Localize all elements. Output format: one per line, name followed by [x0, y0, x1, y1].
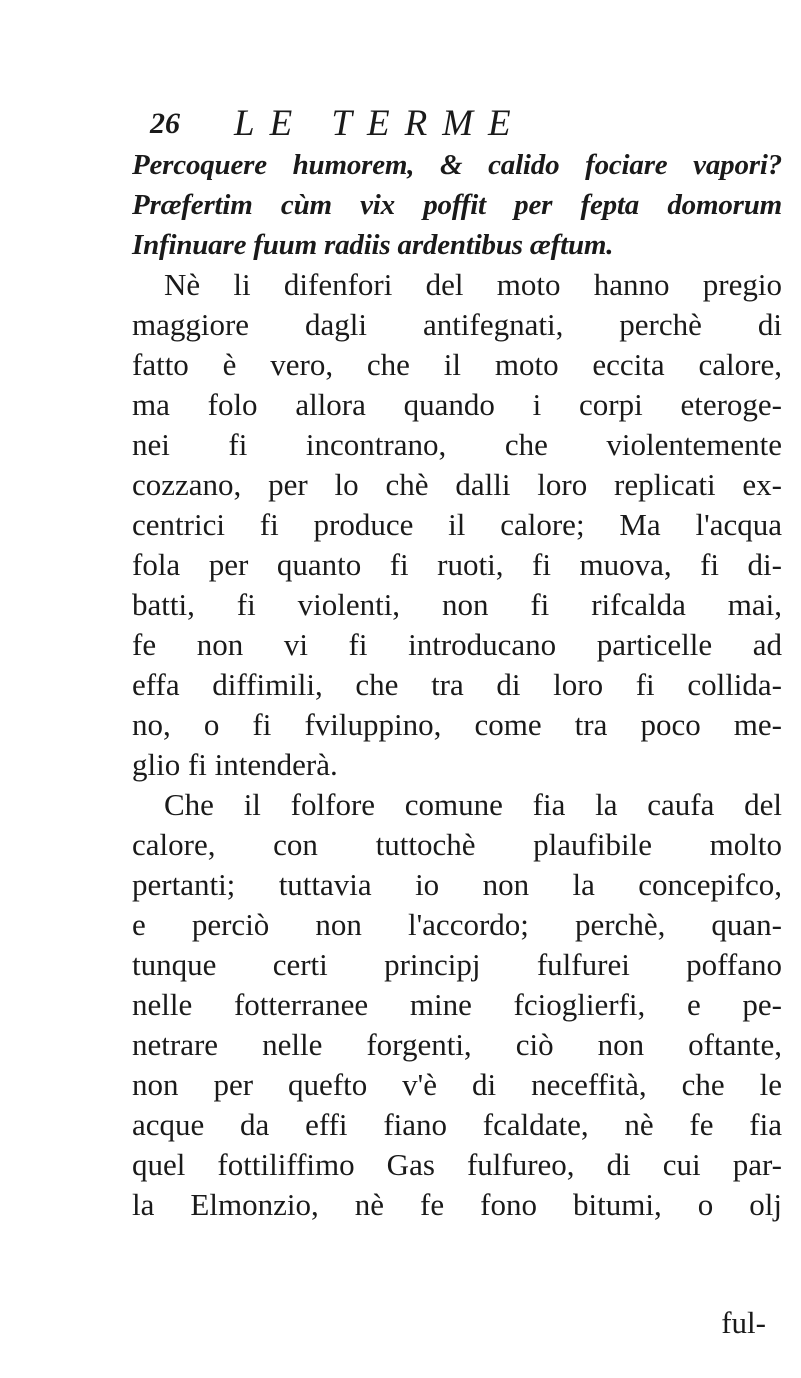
quotation-line: Præfertim cùm vix poffit per fepta domorum	[132, 189, 782, 221]
text-line: calore, con tuttochè plaufibile molto	[132, 827, 782, 862]
latin-quotation	[132, 145, 782, 265]
text-line: effa diffimili, che tra di loro fi collida-	[132, 667, 782, 702]
text-line: non per quefto v'è di neceffità, che le	[132, 1067, 782, 1102]
text-line: acque da effi fiano fcaldate, nè fe fia	[132, 1107, 782, 1142]
text-line: fatto è vero, che il moto eccita calore,	[132, 347, 782, 382]
page-header	[0, 102, 801, 146]
text-line: nei fi incontrano, che violentemente	[132, 427, 782, 462]
text-line: centrici fi produce il calore; Ma l'acqua	[132, 507, 782, 542]
text-line: pertanti; tuttavia io non la concepifco,	[132, 867, 782, 902]
text-line: Che il folfore comune fia la caufa del	[164, 787, 782, 822]
text-line: batti, fi violenti, non fi rifcalda mai,	[132, 587, 782, 622]
body-text	[132, 145, 782, 1225]
text-line: la Elmonzio, nè fe fono bitumi, o olj	[132, 1187, 782, 1222]
quotation-line: Percoquere humorem, & calido fociare vapori?	[132, 149, 782, 181]
text-line: fola per quanto fi ruoti, fi muova, fi di-	[132, 547, 782, 582]
text-line: cozzano, per lo chè dalli loro replicati ex-	[132, 467, 782, 502]
paragraph-1	[132, 265, 782, 785]
text-line: e perciò non l'accordo; perchè, quan-	[132, 907, 782, 942]
text-line: ma folo allora quando i corpi eteroge-	[132, 387, 782, 422]
text-line: Nè li difenfori del moto hanno pregio	[164, 267, 782, 302]
text-line: fe non vi fi introducano particelle ad	[132, 627, 782, 662]
text-line: glio fi intenderà.	[132, 747, 338, 782]
quotation-line: Infinuare fuum radiis ardentibus æftum.	[132, 229, 614, 261]
text-line: nelle fotterranee mine fcioglierfi, e pe-	[132, 987, 782, 1022]
running-title: LE TERME	[234, 103, 526, 144]
text-line: no, o fi fviluppino, come tra poco me-	[132, 707, 782, 742]
text-line: tunque certi principj fulfurei poffano	[132, 947, 782, 982]
catchword: ful-	[721, 1305, 766, 1340]
text-line: netrare nelle forgenti, ciò non oftante,	[132, 1027, 782, 1062]
paragraph-2	[132, 785, 782, 1225]
page-number: 26	[150, 107, 180, 140]
text-line: quel fottiliffimo Gas fulfureo, di cui par-	[132, 1147, 782, 1182]
text-line: maggiore dagli antifegnati, perchè di	[132, 307, 782, 342]
